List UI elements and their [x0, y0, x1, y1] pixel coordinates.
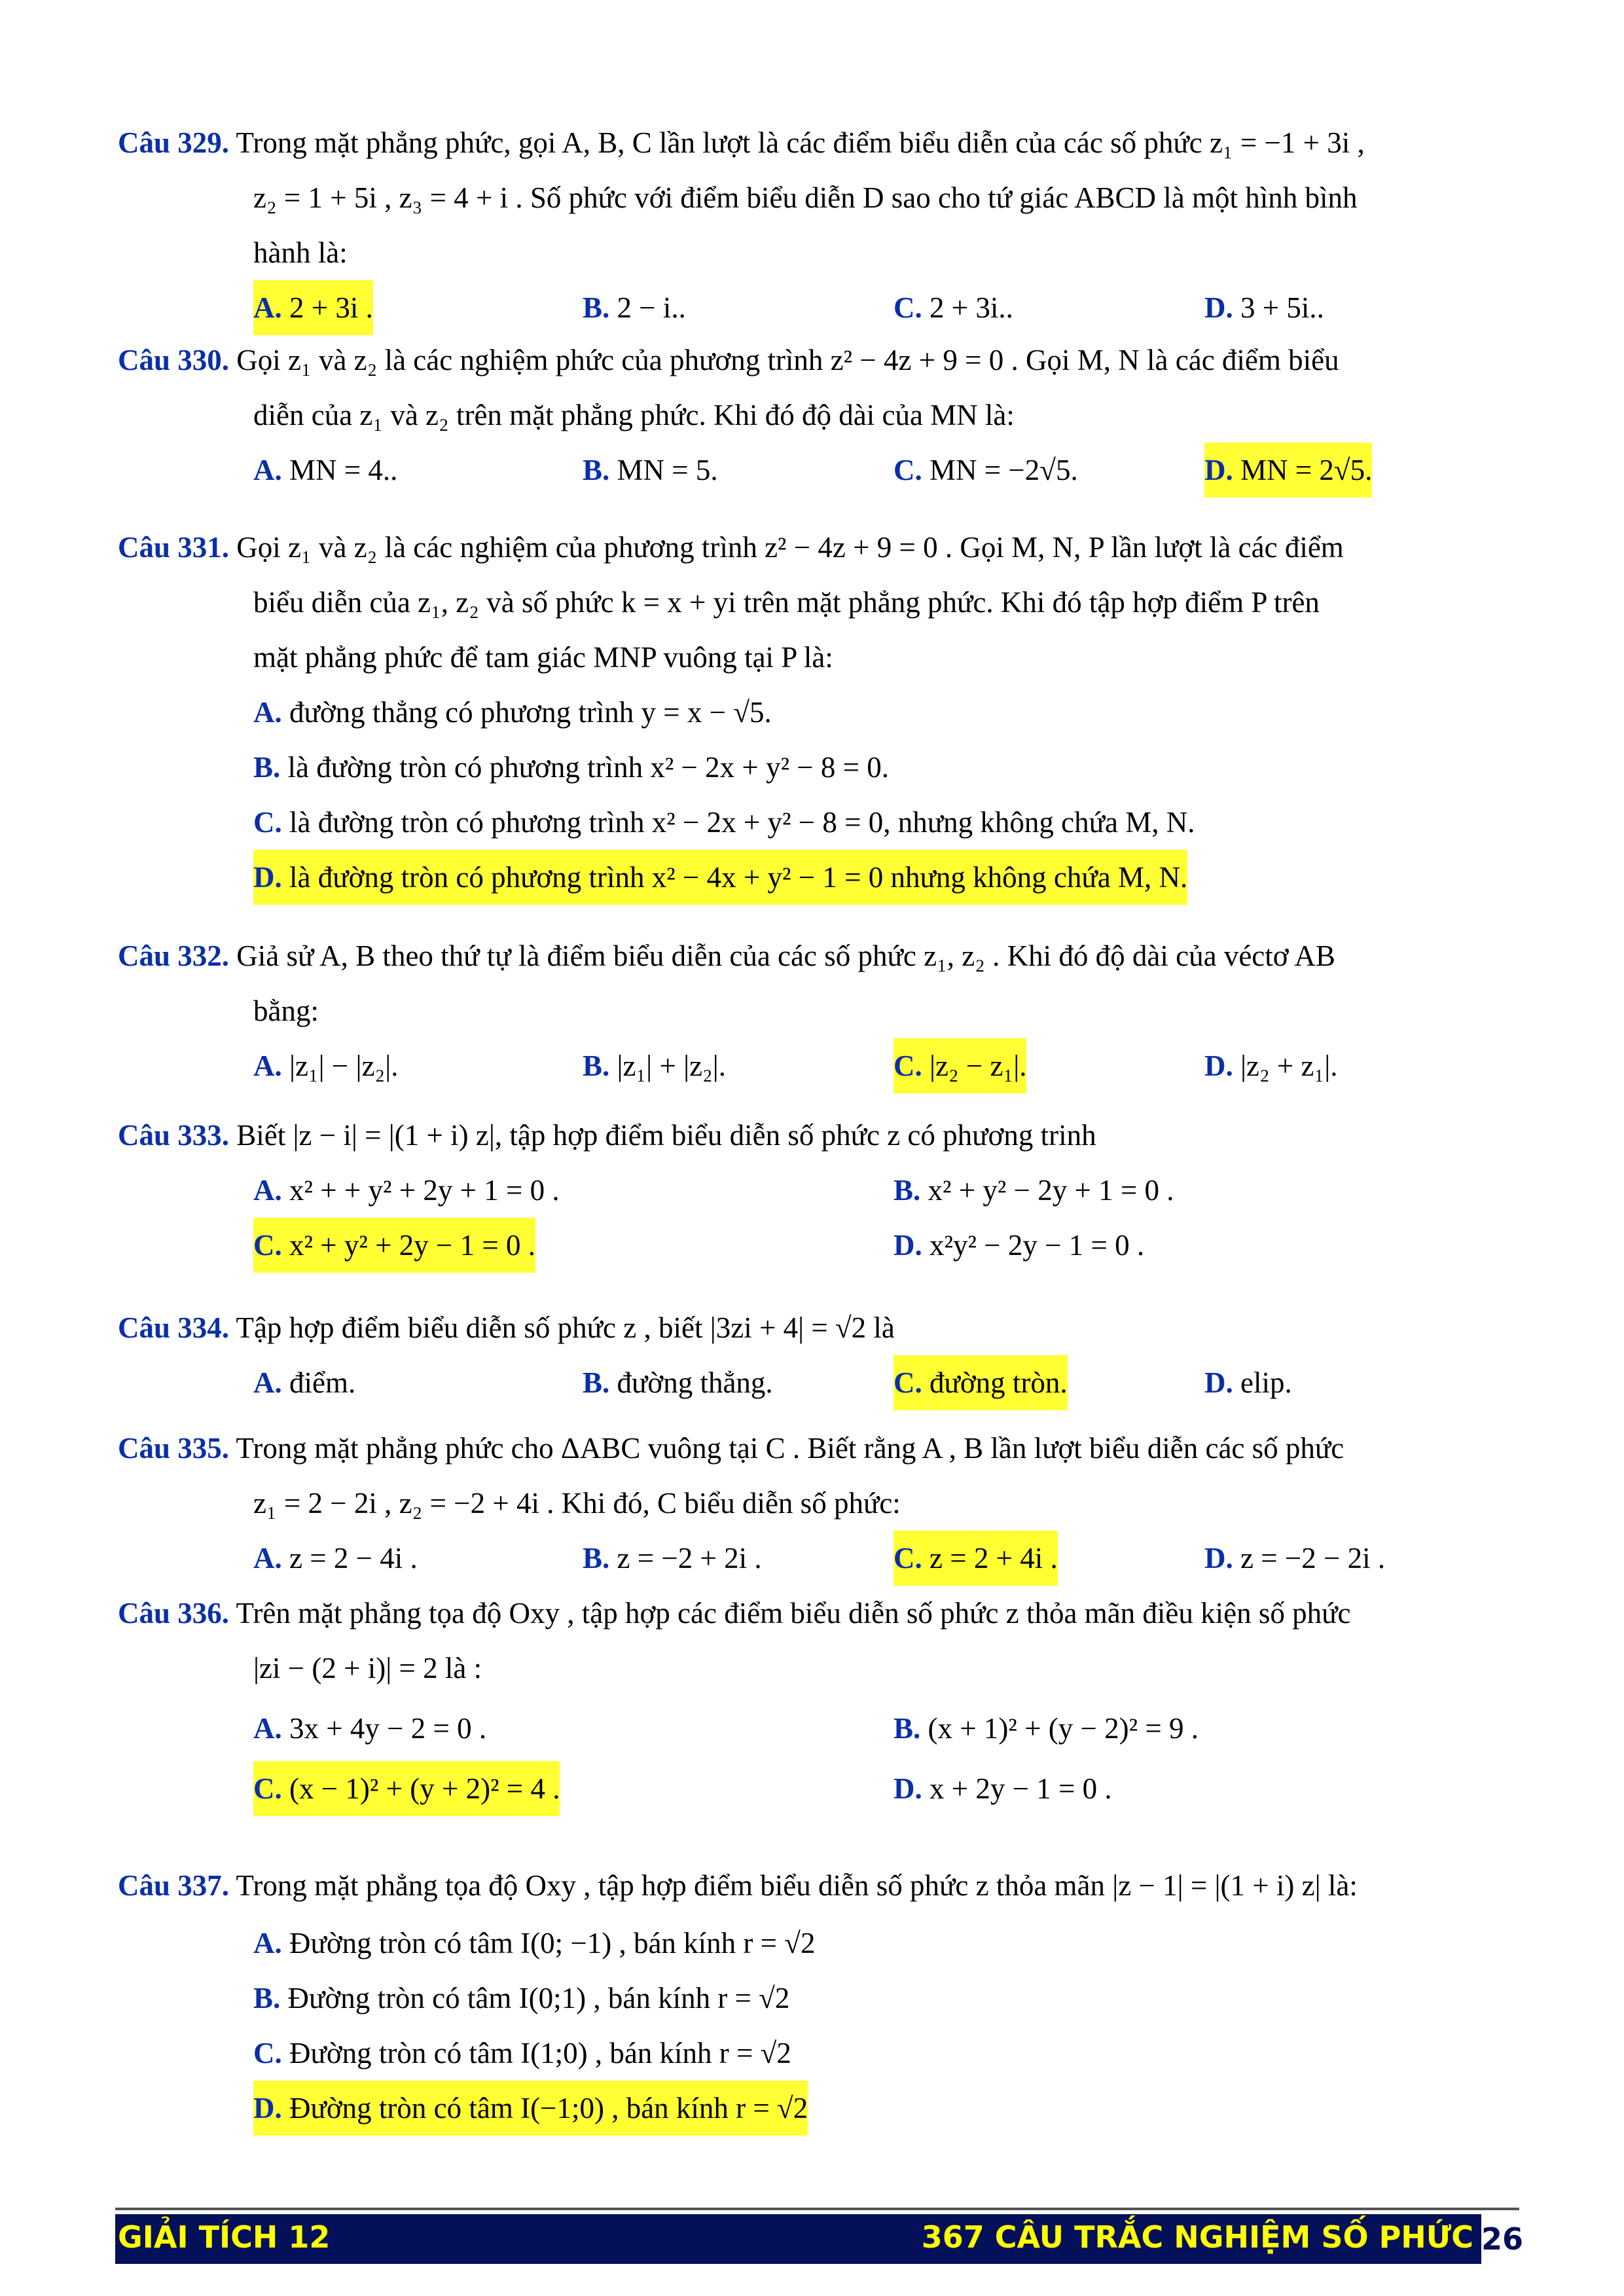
question-330	[118, 333, 1519, 498]
option-d[interactable]: D. x + 2y − 1 = 0 .	[893, 1772, 1112, 1805]
option-d[interactable]: D. MN = 2√5.	[1204, 443, 1372, 498]
question-text: Giả sử A, B theo thứ tự là điểm biểu diễn của các số phức z₁, z₂ . Khi đó độ dài của véctơ AB	[236, 939, 1335, 972]
question-336	[118, 1586, 1519, 1816]
option-b[interactable]: B. |z₁| + |z₂|.	[583, 1049, 727, 1082]
option-b[interactable]: B. là đường tròn có phương trình x² − 2x + y² − 8 = 0.	[253, 751, 890, 784]
option-a[interactable]: A. đường thẳng có phương trình y = x − √5.	[253, 696, 772, 729]
question-332	[118, 928, 1519, 1093]
question-number: Câu 331.	[118, 531, 230, 564]
option-d[interactable]: D. z = −2 − 2i .	[1204, 1542, 1386, 1575]
option-a[interactable]: A. z = 2 − 4i .	[253, 1542, 418, 1575]
option-c[interactable]: C. (x − 1)² + (y + 2)² = 4 .	[253, 1761, 560, 1816]
question-337	[118, 1858, 1519, 2136]
footer-book-title: 367 CÂU TRẮC NGHIỆM SỐ PHỨC	[921, 2219, 1473, 2255]
option-b[interactable]: B. 2 − i..	[583, 291, 686, 324]
question-text: Gọi z₁ và z₂ là các nghiệm phức của phương trình z² − 4z + 9 = 0 . Gọi M, N là các điểm biểu	[236, 344, 1339, 376]
question-text: Trong mặt phẳng tọa độ Oxy , tập hợp điểm biểu diễn số phức z thỏa mãn |z − 1| = |(1 + i) z| là:	[236, 1869, 1358, 1902]
option-a[interactable]: A. |z₁| − |z₂|.	[253, 1049, 399, 1082]
option-a[interactable]: A. x² + + y² + 2y + 1 = 0 .	[253, 1174, 560, 1207]
option-c[interactable]: C. MN = −2√5.	[893, 454, 1078, 486]
option-c[interactable]: C. z = 2 + 4i .	[893, 1531, 1058, 1586]
question-text: Gọi z₁ và z₂ là các nghiệm của phương trình z² − 4z + 9 = 0 . Gọi M, N, P lần lượt là các điểm	[236, 531, 1344, 564]
option-b[interactable]: B. đường thẳng.	[583, 1366, 773, 1399]
question-text: biểu diễn của z₁, z₂ và số phức k = x + yi trên mặt phẳng phức. Khi đó tập hợp điểm P trên	[253, 586, 1320, 619]
option-d[interactable]: D. 3 + 5i..	[1204, 291, 1324, 324]
question-333	[118, 1108, 1519, 1273]
option-b[interactable]: B. MN = 5.	[583, 454, 718, 486]
option-a[interactable]: A. 3x + 4y − 2 = 0 .	[253, 1712, 487, 1745]
question-335	[118, 1421, 1519, 1586]
option-b[interactable]: B. (x + 1)² + (y − 2)² = 9 .	[893, 1712, 1199, 1745]
question-number: Câu 333.	[118, 1119, 230, 1152]
question-number: Câu 332.	[118, 939, 230, 972]
option-c[interactable]: C. Đường tròn có tâm I(1;0) , bán kính r = √2	[253, 2037, 791, 2069]
question-329	[118, 115, 1519, 335]
option-b[interactable]: B. Đường tròn có tâm I(0;1) , bán kính r = √2	[253, 1982, 790, 2014]
question-331	[118, 520, 1519, 905]
option-a[interactable]: A. 2 + 3i .	[253, 280, 373, 335]
page-number: 26	[1477, 2214, 1519, 2264]
footer-divider	[115, 2208, 1519, 2210]
question-text: mặt phẳng phức để tam giác MNP vuông tại P là:	[253, 641, 833, 674]
option-c[interactable]: C. là đường tròn có phương trình x² − 2x + y² − 8 = 0, nhưng không chứa M, N.	[253, 806, 1195, 839]
question-text: bằng:	[253, 994, 319, 1027]
question-number: Câu 330.	[118, 344, 230, 376]
footer-subject: GIẢI TÍCH 12	[118, 2219, 331, 2255]
option-b[interactable]: B. z = −2 + 2i .	[583, 1542, 762, 1575]
question-text: Trong mặt phẳng phức cho ΔABC vuông tại C . Biết rằng A , B lần lượt biểu diễn các số phức	[236, 1432, 1344, 1465]
question-text: Trên mặt phẳng tọa độ Oxy , tập hợp các điểm biểu diễn số phức z thỏa mãn điều kiện số phức	[236, 1597, 1351, 1630]
question-number: Câu 334.	[118, 1311, 230, 1344]
question-text: Biết |z − i| = |(1 + i) z|, tập hợp điểm biểu diễn số phức z có phương trinh	[236, 1119, 1096, 1152]
question-number: Câu 329.	[118, 126, 230, 159]
option-c[interactable]: C. đường tròn.	[893, 1355, 1068, 1410]
option-d[interactable]: D. elip.	[1204, 1366, 1292, 1399]
option-a[interactable]: A. MN = 4..	[253, 454, 398, 486]
option-c[interactable]: C. x² + y² + 2y − 1 = 0 .	[253, 1218, 535, 1273]
option-c[interactable]: C. 2 + 3i..	[893, 291, 1013, 324]
question-text: |zi − (2 + i)| = 2 là :	[253, 1652, 482, 1685]
option-d[interactable]: D. là đường tròn có phương trình x² − 4x + y² − 1 = 0 nhưng không chứa M, N.	[253, 850, 1187, 905]
question-334	[118, 1300, 1519, 1410]
option-c[interactable]: C. |z₂ − z₁|.	[893, 1038, 1026, 1093]
question-text: diễn của z₁ và z₂ trên mặt phẳng phức. Khi đó độ dài của MN là:	[253, 399, 1015, 431]
question-number: Câu 337.	[118, 1869, 230, 1902]
option-d[interactable]: D. Đường tròn có tâm I(−1;0) , bán kính r = √2	[253, 2081, 808, 2136]
question-text: hành là:	[253, 236, 348, 269]
question-text: Trong mặt phẳng phức, gọi A, B, C lần lượt là các điểm biểu diễn của các số phức z₁ = −1 + 3i ,	[236, 126, 1365, 159]
question-number: Câu 335.	[118, 1432, 230, 1465]
option-a[interactable]: A. điểm.	[253, 1366, 356, 1399]
question-text: z₁ = 2 − 2i , z₂ = −2 + 4i . Khi đó, C biểu diễn số phức:	[253, 1487, 901, 1520]
option-b[interactable]: B. x² + y² − 2y + 1 = 0 .	[893, 1174, 1174, 1207]
option-d[interactable]: D. x²y² − 2y − 1 = 0 .	[893, 1229, 1145, 1262]
option-d[interactable]: D. |z₂ + z₁|.	[1204, 1049, 1338, 1082]
question-text: Tập hợp điểm biểu diễn số phức z , biết |3zi + 4| = √2 là	[236, 1311, 895, 1344]
question-text: z₂ = 1 + 5i , z₃ = 4 + i . Số phức với điểm biểu diễn D sao cho tứ giác ABCD là một hình bình	[253, 181, 1358, 214]
page-footer	[115, 2214, 1524, 2264]
option-a[interactable]: A. Đường tròn có tâm I(0; −1) , bán kính r = √2	[253, 1927, 816, 1959]
question-number: Câu 336.	[118, 1597, 230, 1630]
